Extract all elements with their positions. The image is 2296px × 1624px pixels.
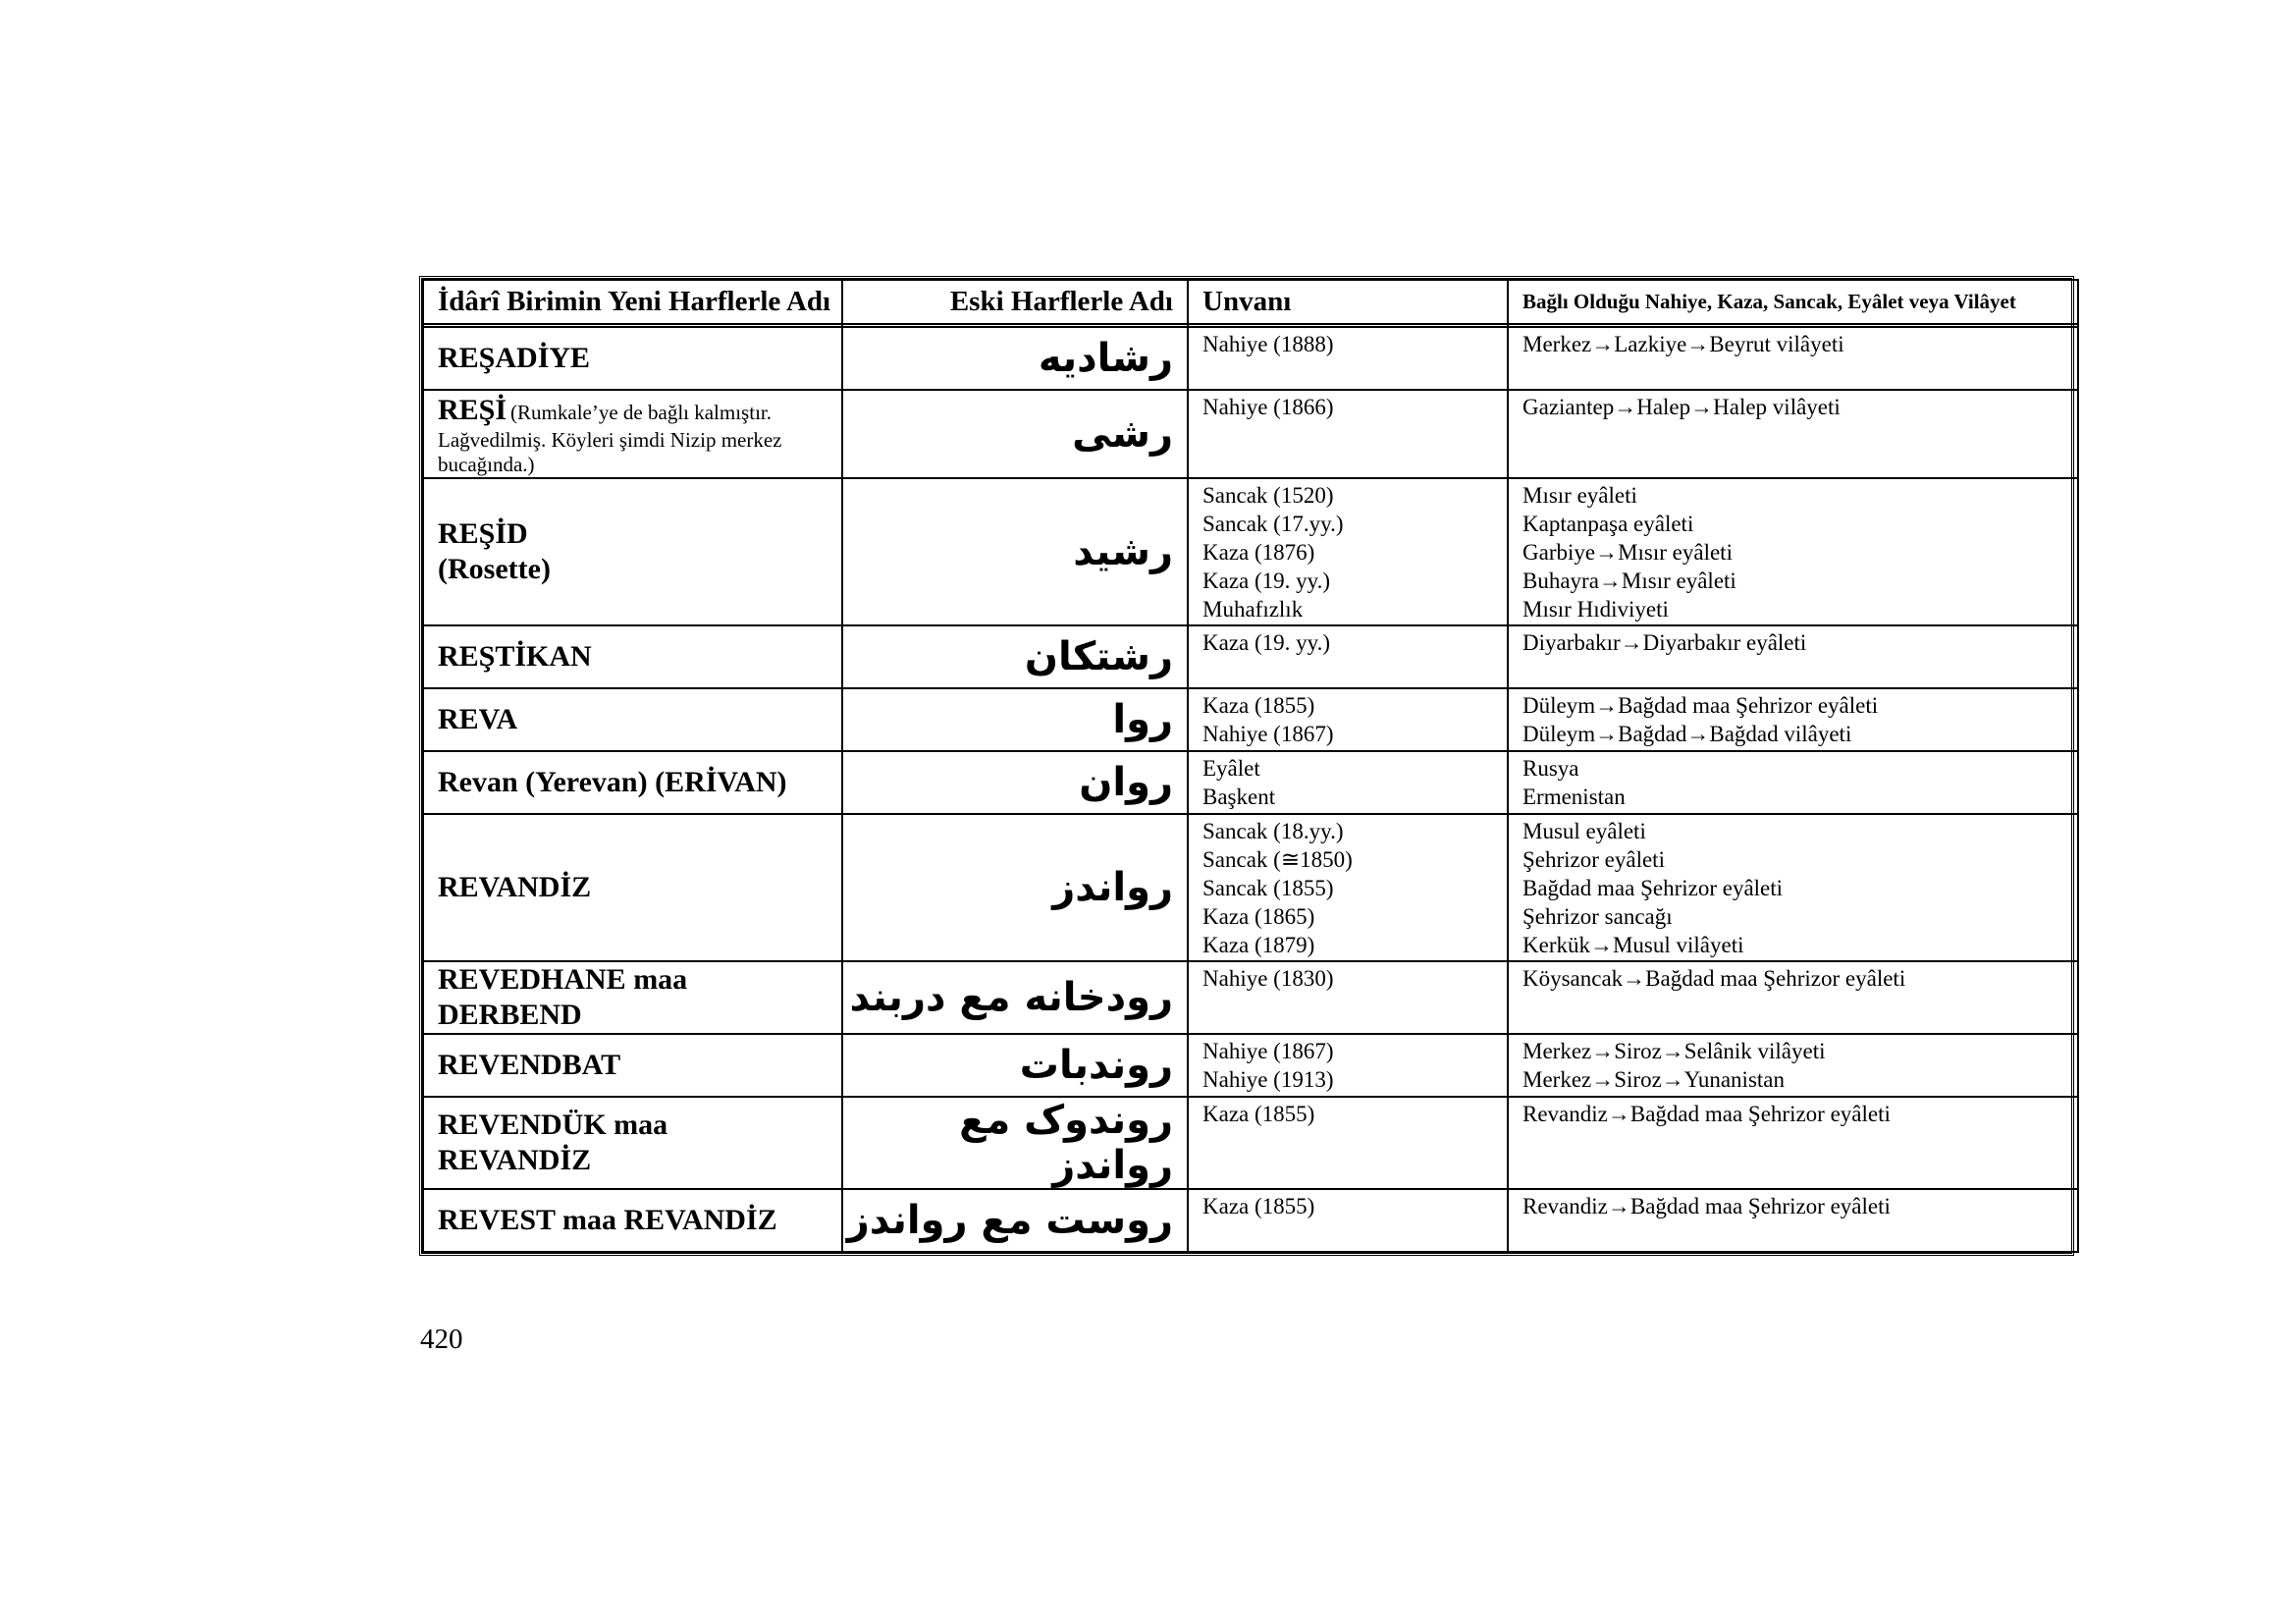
unit-new-name: Revan (Yerevan) (ERİVAN) — [438, 766, 787, 798]
unit-affiliation: Mısır eyâleti — [1522, 483, 1637, 508]
unit-title: Nahiye (1866) — [1202, 395, 1334, 419]
unit-affiliation: Bağdad maa Şehrizor eyâleti — [1522, 876, 1784, 900]
unit-old-name: رشيد — [1073, 529, 1173, 574]
table-row — [423, 1034, 2078, 1097]
unit-old-name-cell — [842, 688, 1188, 751]
unit-title-cell — [1188, 390, 1508, 478]
unit-title: Sancak (18.yy.) — [1202, 819, 1344, 843]
unit-old-name: روندوک مع رواندز — [959, 1098, 1173, 1188]
unit-affiliation-cell — [1508, 751, 2078, 814]
unit-title: Kaza (1879) — [1202, 933, 1315, 957]
unit-old-name-cell — [842, 390, 1188, 478]
table-row — [423, 688, 2078, 751]
unit-old-name: روان — [1079, 760, 1173, 805]
unit-new-name-cell — [423, 688, 842, 751]
unit-new-name-cell — [423, 390, 842, 478]
unit-old-name-cell — [842, 814, 1188, 961]
unit-old-name: روندبات — [1019, 1043, 1173, 1088]
unit-new-name-cell — [423, 1097, 842, 1189]
unit-title: Sancak (1520) — [1202, 483, 1334, 508]
unit-affiliation: Şehrizor sancağı — [1522, 904, 1673, 929]
unit-affiliation: Merkez→Lazkiye→Beyrut vilâyeti — [1522, 332, 1844, 356]
unit-old-name-cell — [842, 1097, 1188, 1189]
unit-affiliation-cell — [1508, 327, 2078, 390]
unit-title-cell — [1188, 751, 1508, 814]
unit-affiliation: Düleym→Bağdad→Bağdad vilâyeti — [1522, 722, 1852, 746]
unit-affiliation: Merkez→Siroz→Selânik vilâyeti — [1522, 1039, 1826, 1063]
unit-affiliation: Mısır Hıdiviyeti — [1522, 597, 1669, 622]
unit-affiliation: Düleym→Bağdad maa Şehrizor eyâleti — [1522, 693, 1879, 718]
unit-old-name: روست مع رواندز — [846, 1198, 1173, 1243]
unit-new-name: REVEDHANE maa DERBEND — [438, 963, 688, 1031]
unit-title: Kaza (1865) — [1202, 904, 1315, 929]
unit-new-name: REŞTİKAN — [438, 640, 592, 673]
table-row — [423, 1097, 2078, 1189]
table-row — [423, 327, 2078, 390]
unit-title-cell — [1188, 1189, 1508, 1252]
header-title: Unvanı — [1188, 280, 1508, 324]
unit-affiliation: Garbiye→Mısır eyâleti — [1522, 540, 1733, 565]
table-header-row — [423, 280, 2078, 324]
unit-new-name: REVANDİZ — [438, 871, 592, 903]
unit-old-name: رواندز — [1052, 865, 1173, 910]
table-row — [423, 961, 2078, 1034]
unit-new-name: REVA — [438, 703, 518, 735]
gazetteer-table-frame — [419, 276, 2074, 1256]
unit-old-name-cell — [842, 961, 1188, 1034]
unit-new-name: REVENDBAT — [438, 1049, 621, 1081]
table-row — [423, 1189, 2078, 1252]
unit-title-cell — [1188, 1034, 1508, 1097]
unit-title: Eyâlet — [1202, 756, 1260, 781]
unit-affiliation: Köysancak→Bağdad maa Şehrizor eyâleti — [1522, 966, 1906, 991]
unit-new-name-cell — [423, 1034, 842, 1097]
unit-old-name: رشتكان — [1024, 634, 1173, 679]
unit-old-name: رشاديه — [1038, 336, 1173, 381]
unit-title: Başkent — [1202, 785, 1276, 809]
unit-old-name-cell — [842, 478, 1188, 625]
unit-affiliation: Revandiz→Bağdad maa Şehrizor eyâleti — [1522, 1194, 1891, 1218]
unit-old-name-cell — [842, 1189, 1188, 1252]
unit-title: Nahiye (1867) — [1202, 722, 1334, 746]
unit-new-name: REŞİD (Rosette) — [438, 517, 551, 585]
unit-new-name-cell — [423, 961, 842, 1034]
unit-new-name-cell — [423, 751, 842, 814]
unit-new-name: REVEST maa REVANDİZ — [438, 1204, 777, 1236]
table-row — [423, 814, 2078, 961]
table-row — [423, 751, 2078, 814]
unit-old-name: روا — [1112, 697, 1173, 742]
unit-new-name-cell — [423, 327, 842, 390]
unit-old-name: رشى — [1072, 411, 1173, 457]
unit-new-name: REŞADİYE — [438, 342, 591, 374]
unit-new-name-cell — [423, 814, 842, 961]
unit-title: Muhafızlık — [1202, 597, 1304, 622]
unit-affiliation-cell — [1508, 478, 2078, 625]
unit-new-name-cell — [423, 478, 842, 625]
header-affiliation: Bağlı Olduğu Nahiye, Kaza, Sancak, Eyâlet veya Vilâyet — [1508, 280, 2078, 324]
unit-old-name-cell — [842, 327, 1188, 390]
unit-affiliation: Merkez→Siroz→Yunanistan — [1522, 1067, 1785, 1092]
unit-affiliation: Ermenistan — [1522, 785, 1626, 809]
unit-affiliation: Revandiz→Bağdad maa Şehrizor eyâleti — [1522, 1102, 1891, 1126]
unit-affiliation-cell — [1508, 390, 2078, 478]
unit-affiliation: Buhayra→Mısır eyâleti — [1522, 568, 1736, 593]
unit-title-cell — [1188, 478, 1508, 625]
unit-affiliation-cell — [1508, 625, 2078, 688]
unit-title: Nahiye (1913) — [1202, 1067, 1334, 1092]
unit-title: Kaza (1876) — [1202, 540, 1315, 565]
unit-affiliation-cell — [1508, 814, 2078, 961]
unit-title-cell — [1188, 1097, 1508, 1189]
table-row — [423, 390, 2078, 478]
unit-title-cell — [1188, 625, 1508, 688]
unit-title: Kaza (1855) — [1202, 693, 1315, 718]
unit-new-name-cell — [423, 1189, 842, 1252]
unit-affiliation: Diyarbakır→Diyarbakır eyâleti — [1522, 630, 1807, 655]
unit-title-cell — [1188, 961, 1508, 1034]
unit-affiliation: Gaziantep→Halep→Halep vilâyeti — [1522, 395, 1841, 419]
unit-affiliation-cell — [1508, 1034, 2078, 1097]
unit-affiliation: Şehrizor eyâleti — [1522, 847, 1665, 872]
unit-title: Kaza (1855) — [1202, 1102, 1315, 1126]
unit-title: Nahiye (1888) — [1202, 332, 1334, 356]
table-body — [423, 327, 2078, 1252]
unit-affiliation-cell — [1508, 1189, 2078, 1252]
table-row — [423, 478, 2078, 625]
unit-affiliation-cell — [1508, 688, 2078, 751]
unit-old-name-cell — [842, 1034, 1188, 1097]
header-old-name: Eski Harflerle Adı — [842, 280, 1188, 324]
unit-affiliation: Kerkük→Musul vilâyeti — [1522, 933, 1744, 957]
unit-affiliation: Musul eyâleti — [1522, 819, 1646, 843]
unit-old-name-cell — [842, 625, 1188, 688]
unit-title: Sancak (≅1850) — [1202, 847, 1353, 872]
unit-title: Kaza (19. yy.) — [1202, 568, 1331, 593]
unit-old-name: رودخانه مع دربند — [849, 975, 1173, 1020]
unit-title-cell — [1188, 327, 1508, 390]
unit-affiliation: Rusya — [1522, 756, 1579, 781]
unit-title: Sancak (17.yy.) — [1202, 512, 1344, 536]
unit-new-name: REVENDÜK maa REVANDİZ — [438, 1109, 668, 1176]
header-new-name: İdârî Birimin Yeni Harflerle Adı — [423, 280, 842, 324]
unit-new-name-cell — [423, 625, 842, 688]
unit-affiliation: Kaptanpaşa eyâleti — [1522, 512, 1694, 536]
unit-title: Kaza (1855) — [1202, 1194, 1315, 1218]
unit-title: Sancak (1855) — [1202, 876, 1334, 900]
table-row — [423, 625, 2078, 688]
unit-title-cell — [1188, 814, 1508, 961]
unit-title: Kaza (19. yy.) — [1202, 630, 1331, 655]
unit-affiliation-cell — [1508, 1097, 2078, 1189]
unit-note: (Rumkale’ye de bağlı kalmıştır. Lağvedilmiş. Köyleri şimdi Nizip merkez bucağında.) — [438, 401, 782, 476]
unit-old-name-cell — [842, 751, 1188, 814]
page-number: 420 — [420, 1324, 463, 1355]
unit-affiliation-cell — [1508, 961, 2078, 1034]
unit-new-name: REŞİ — [438, 394, 507, 426]
unit-title: Nahiye (1867) — [1202, 1039, 1334, 1063]
gazetteer-table — [422, 279, 2079, 1253]
unit-title: Nahiye (1830) — [1202, 966, 1334, 991]
unit-title-cell — [1188, 688, 1508, 751]
